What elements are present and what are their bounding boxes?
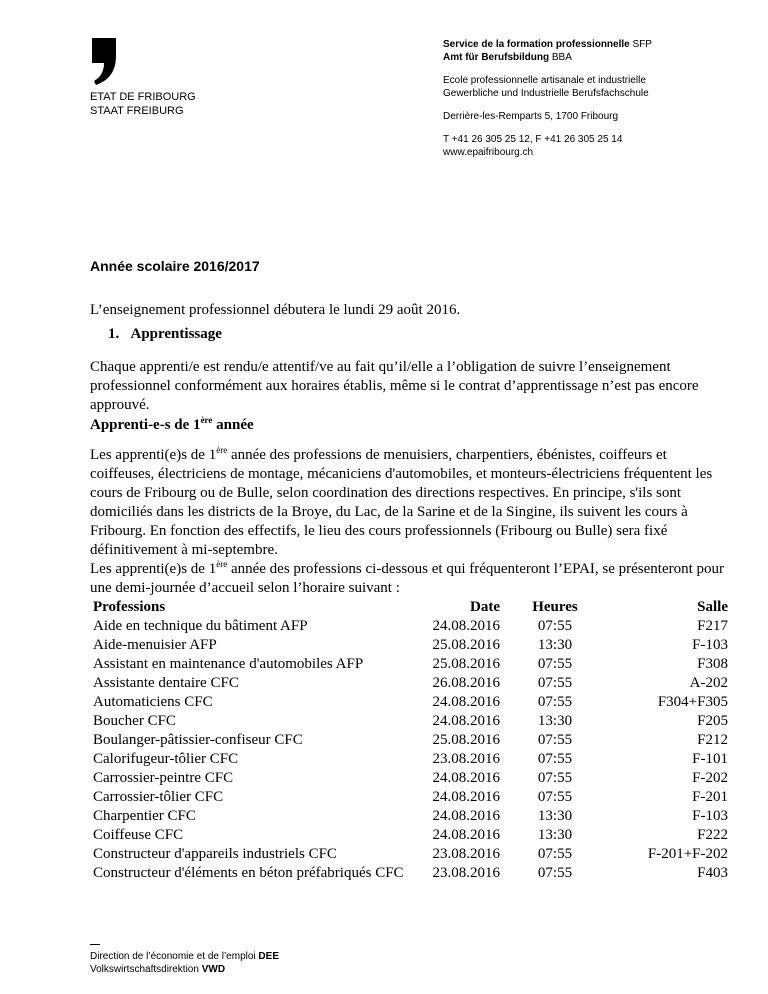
table-row — [90, 807, 728, 826]
contact-phone: T +41 26 305 25 12, F +41 26 305 25 14 — [443, 134, 623, 145]
table-row — [90, 731, 728, 750]
cell-room: A-202 — [689, 675, 728, 691]
cell-date: 26.08.2016 — [432, 675, 500, 691]
cell-profession: Constructeur d'éléments en béton préfabriqués CFC — [93, 865, 404, 881]
footer-divider — [90, 944, 100, 945]
footer — [90, 950, 279, 976]
cell-profession: Calorifugeur-tôlier CFC — [93, 751, 239, 767]
canton-logo-icon — [90, 36, 120, 86]
cell-time: 07:55 — [537, 789, 573, 805]
schedule-table — [90, 598, 728, 883]
table-row — [90, 864, 728, 883]
table-row — [90, 655, 728, 674]
schedule-header-row — [90, 598, 728, 617]
cell-date: 25.08.2016 — [432, 637, 500, 653]
table-row — [90, 788, 728, 807]
first-year-heading: Apprenti-e-s de 1ère année — [90, 415, 254, 433]
service-name: Service de la formation professionnelle — [443, 39, 630, 50]
cell-profession: Aide-menuisier AFP — [93, 637, 217, 653]
table-row — [90, 769, 728, 788]
table-row — [90, 674, 728, 693]
letterhead-contact — [443, 133, 652, 159]
cell-date: 24.08.2016 — [432, 618, 500, 634]
cell-room: F-103 — [692, 808, 728, 824]
canton-name — [90, 90, 196, 118]
schedule-body — [90, 617, 728, 883]
amt-name: Amt für Berufsbildung — [443, 52, 550, 63]
cell-time: 07:55 — [537, 618, 573, 634]
cell-profession: Carrossier-peintre CFC — [93, 770, 234, 786]
cell-date: 24.08.2016 — [432, 789, 500, 805]
cell-date: 23.08.2016 — [432, 865, 500, 881]
cell-room: F212 — [697, 732, 728, 748]
canton-name-fr: ETAT DE FRIBOURG — [90, 91, 196, 103]
cell-room: F304+F305 — [657, 694, 728, 710]
cell-profession: Automaticiens CFC — [93, 694, 213, 710]
header-profession: Professions — [93, 599, 166, 615]
table-row — [90, 617, 728, 636]
school-name-fr: Ecole professionnelle artisanale et industrielle — [443, 75, 646, 86]
cell-date: 24.08.2016 — [432, 827, 500, 843]
table-row — [90, 826, 728, 845]
cell-date: 25.08.2016 — [432, 656, 500, 672]
cell-room: F205 — [697, 713, 728, 729]
school-name-de: Gewerbliche und Industrielle Berufsfachschule — [443, 88, 649, 99]
cell-room: F-201+F-202 — [647, 846, 728, 862]
header-room: Salle — [697, 599, 728, 615]
cell-profession: Assistante dentaire CFC — [93, 675, 239, 691]
footer-abbr-fr: DEE — [258, 951, 279, 962]
table-row — [90, 693, 728, 712]
footer-direction-de: Volkswirtschaftsdirektion — [90, 964, 199, 975]
cell-time: 07:55 — [537, 694, 573, 710]
header-date: Date — [470, 599, 500, 615]
cell-date: 24.08.2016 — [432, 694, 500, 710]
cell-room: F222 — [697, 827, 728, 843]
cell-time: 13:30 — [537, 827, 573, 843]
cell-time: 07:55 — [537, 846, 573, 862]
obligation-paragraph: Chaque apprenti/e est rendu/e attentif/ve au fait qu’il/elle a l’obligation de suivre l’enseignement professionnel conformément aux horaires établis, même si le contrat d’apprentissage n’est pas encore approuvé. — [90, 359, 699, 413]
welcome-paragraph: Les apprenti(e)s de 1ère année des professions ci-dessous et qui fréquenteront l’EPAI, se présenteront pour une demi-journée d’accueil selon l’horaire suivant : — [90, 559, 725, 596]
cell-date: 24.08.2016 — [432, 808, 500, 824]
canton-name-de: STAAT FREIBURG — [90, 105, 184, 117]
cell-time: 07:55 — [537, 675, 573, 691]
cell-time: 13:30 — [537, 808, 573, 824]
cell-date: 24.08.2016 — [432, 713, 500, 729]
cell-profession: Constructeur d'appareils industriels CFC — [93, 846, 337, 862]
table-row — [90, 712, 728, 731]
cell-profession: Aide en technique du bâtiment AFP — [93, 618, 308, 634]
contact-web[interactable]: www.epaifribourg.ch — [443, 147, 534, 158]
cell-time: 13:30 — [537, 713, 573, 729]
cell-room: F308 — [697, 656, 728, 672]
footer-direction-fr: Direction de l’économie et de l’emploi — [90, 951, 256, 962]
table-row — [90, 845, 728, 864]
section-heading — [108, 325, 222, 344]
service-abbr: SFP — [632, 39, 652, 50]
letterhead — [443, 38, 652, 169]
letterhead-services — [443, 38, 652, 64]
cell-profession: Boulanger-pâtissier-confiseur CFC — [93, 732, 303, 748]
cell-profession: Assistant en maintenance d'automobiles AFP — [93, 656, 364, 672]
section-title: Apprentissage — [130, 326, 222, 342]
cell-date: 25.08.2016 — [432, 732, 500, 748]
cell-time: 07:55 — [537, 770, 573, 786]
table-row — [90, 636, 728, 655]
letterhead-address: Derrière-les-Remparts 5, 1700 Fribourg — [443, 111, 619, 122]
cell-room: F-202 — [692, 770, 728, 786]
course-location-paragraph: Les apprenti(e)s de 1ère année des professions de menuisiers, charpentiers, ébénistes, coiffeurs et coiffeuses, électriciens de montage, mécaniciens d'automobiles, et monteurs-électriciens fréquentent les cours de Fribourg ou de Bulle, selon coordination des directions respectives. En principe, s'ils sont domiciliés dans les districts de la Broye, du Lac, de la Sarine et de la Singine, ils suivent les cours à Fribourg. En fonction des effectifs, le lieu des cours professionnels (Fribourg ou Bulle) sera fixé définitivement à mi-septembre. — [90, 445, 713, 558]
start-date-paragraph: L’enseignement professionnel débutera le lundi 29 août 2016. — [90, 302, 461, 318]
amt-abbr: BBA — [551, 52, 572, 63]
cell-profession: Coiffeuse CFC — [93, 827, 184, 843]
cell-profession: Charpentier CFC — [93, 808, 196, 824]
letterhead-school — [443, 74, 652, 100]
table-row — [90, 750, 728, 769]
cell-profession: Boucher CFC — [93, 713, 176, 729]
section-number: 1. — [108, 326, 120, 342]
cell-time: 07:55 — [537, 865, 573, 881]
footer-abbr-de: VWD — [201, 964, 226, 975]
cell-date: 23.08.2016 — [432, 846, 500, 862]
cell-time: 07:55 — [537, 732, 573, 748]
cell-room: F-101 — [692, 751, 728, 767]
cell-room: F217 — [697, 618, 728, 634]
cell-room: F-201 — [692, 789, 728, 805]
cell-profession: Carrossier-tôlier CFC — [93, 789, 224, 805]
cell-room: F403 — [697, 865, 728, 881]
cell-time: 07:55 — [537, 656, 573, 672]
cell-room: F-103 — [692, 637, 728, 653]
document-title: Année scolaire 2016/2017 — [90, 258, 260, 274]
cell-date: 24.08.2016 — [432, 770, 500, 786]
cell-date: 23.08.2016 — [432, 751, 500, 767]
cell-time: 13:30 — [537, 637, 573, 653]
cell-time: 07:55 — [537, 751, 573, 767]
header-time: Heures — [532, 599, 578, 615]
